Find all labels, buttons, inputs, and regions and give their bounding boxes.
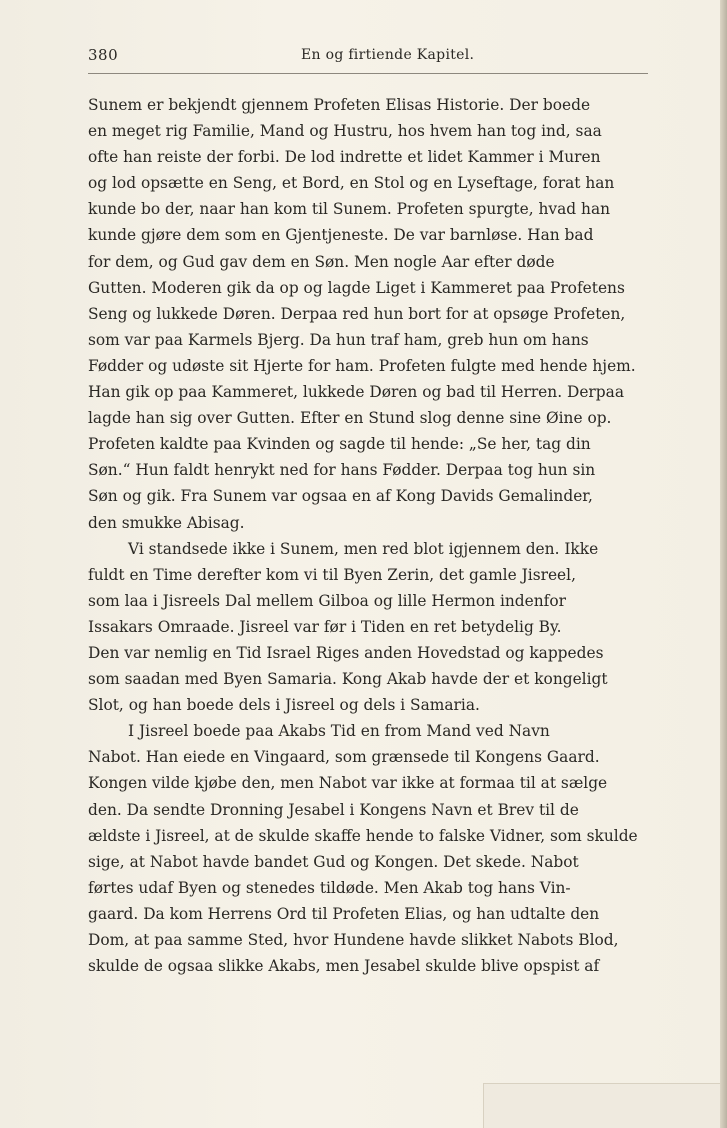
text-line: Profeten kaldte paa Kvinden og sagde til hende: „Se her, tag din [88, 435, 591, 454]
text-line: kunde gjøre dem som en Gjentjeneste. De var barnløse. Han bad [88, 226, 594, 245]
text-line: skulde de ogsaa slikke Akabs, men Jesabel skulde blive opspist af [88, 957, 600, 976]
text-line: ældste i Jisreel, at de skulde skaffe hende to falske Vidner, som skulde [88, 826, 638, 845]
text-line: Sunem er bekjendt gjennem Profeten Elisas Historie. Der boede [88, 96, 591, 114]
paragraph-3 [88, 718, 648, 979]
text-line: kunde bo der, naar han kom til Sunem. Profeten spurgte, hvad han [88, 200, 611, 219]
page-edge [720, 0, 727, 1128]
text-line: sige, at Nabot havde bandet Gud og Kongen. Det skede. Nabot [88, 852, 579, 871]
text-line: Søn og gik. Fra Sunem var ogsaa en af Kong Davids Gemalinder, [88, 487, 593, 506]
text-line: for dem, og Gud gav dem en Søn. Men nogle Aar efter døde [88, 252, 555, 271]
text-line: som var paa Karmels Bjerg. Da hun traf ham, greb hun om hans [88, 330, 589, 349]
text-line: lagde han sig over Gutten. Efter en Stund slog denne sine Øine op. [88, 409, 612, 428]
text-line: I Jisreel boede paa Akabs Tid en from Mand ved Navn [128, 722, 550, 741]
paragraph-1 [88, 92, 648, 536]
text-line: og lod opsætte en Seng, et Bord, en Stol og en Lyseftage, forat han [88, 174, 615, 193]
text-line: som saadan med Byen Samaria. Kong Akab havde der et kongeligt [88, 670, 608, 689]
text-line: Issakars Omraade. Jisreel var før i Tiden en ret betydelig By. [88, 617, 562, 636]
text-line: den smukke Abisag. [88, 513, 245, 532]
text-line: fuldt en Time derefter kom vi til Byen Zerin, det gamle Jisreel, [88, 565, 576, 584]
text-line: Den var nemlig en Tid Israel Riges anden Hovedstad og kappedes [88, 643, 604, 662]
text-line: Vi standsede ikke i Sunem, men red blot igjennem den. Ikke [128, 539, 599, 558]
text-line: Søn.“ Hun faldt henrykt ned for hans Fødder. Derpaa tog hun sin [88, 461, 596, 480]
text-line: Gutten. Moderen gik da op og lagde Liget i Kammeret paa Profetens [88, 278, 625, 297]
paragraph-2 [88, 536, 648, 719]
text-line: førtes udaf Byen og stenedes tildøde. Men Akab tog hans Vin- [88, 878, 571, 897]
text-line: en meget rig Familie, Mand og Hustru, hos hvem han tog ind, saa [88, 122, 602, 141]
page-header [88, 44, 654, 70]
page-number: 380 [88, 46, 119, 64]
text-line: ofte han reiste der forbi. De lod indrette et lidet Kammer i Muren [88, 148, 601, 167]
scan-corner [483, 1083, 720, 1128]
text-line: Fødder og udøste sit Hjerte for ham. Profeten fulgte med hende hjem. [88, 356, 636, 375]
text-line: Slot, og han boede dels i Jisreel og dels i Samaria. [88, 696, 480, 715]
text-line: Seng og lukkede Døren. Derpaa red hun bort for at opsøge Profeten, [88, 304, 626, 323]
text-line: som laa i Jisreels Dal mellem Gilboa og lille Hermon indenfor [88, 591, 566, 610]
header-rule [88, 73, 648, 74]
running-title: En og firtiende Kapitel. [301, 47, 475, 63]
text-line: Kongen vilde kjøbe den, men Nabot var ikke at formaa til at sælge [88, 774, 608, 793]
text-line: gaard. Da kom Herrens Ord til Profeten Elias, og han udtalte den [88, 904, 600, 923]
text-line: Dom, at paa samme Sted, hvor Hundene havde slikket Nabots Blod, [88, 931, 619, 949]
text-line: Han gik op paa Kammeret, lukkede Døren og bad til Herren. Derpaa [88, 383, 624, 402]
text-line: den. Da sendte Dronning Jesabel i Kongens Navn et Brev til de [88, 800, 579, 819]
body-text [88, 92, 648, 979]
text-line: Nabot. Han eiede en Vingaard, som grænsede til Kongens Gaard. [88, 748, 600, 767]
